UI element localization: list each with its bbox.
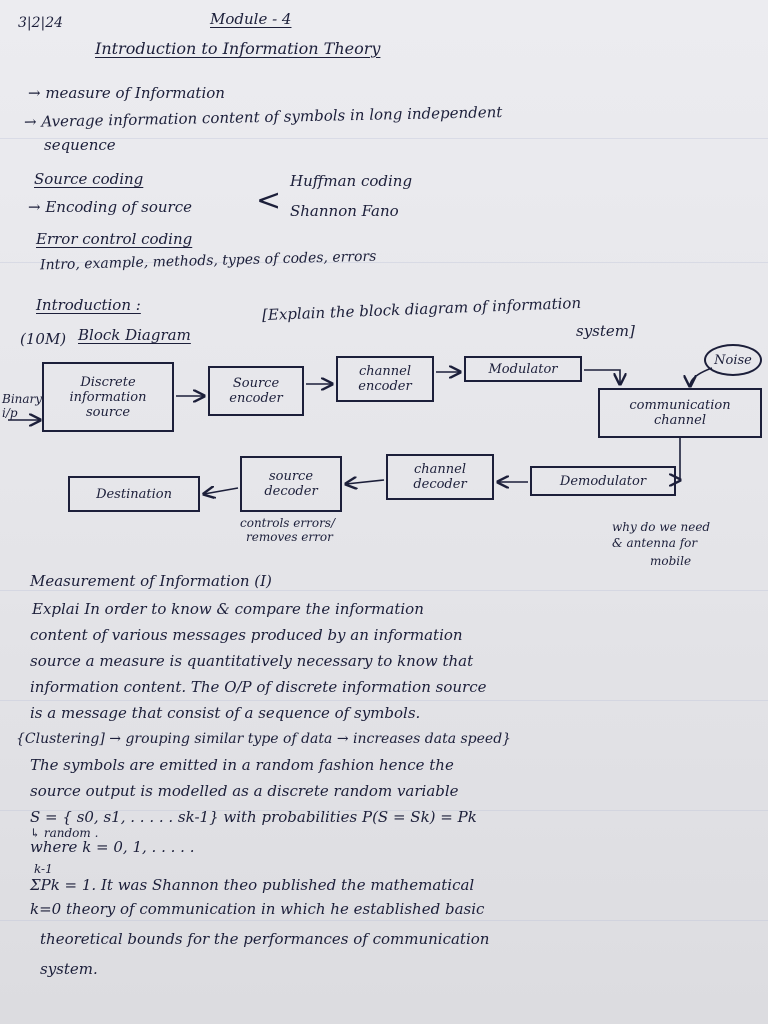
measurement-line-14: k=0 theory of communication in which he established basic bbox=[30, 900, 485, 918]
measurement-line-13: ΣPk = 1. It was Shannon theo published the mathematical bbox=[30, 876, 475, 894]
source-coding-line: → Encoding of source bbox=[28, 198, 192, 216]
measurement-line-15: theoretical bounds for the performances of communication bbox=[40, 930, 490, 948]
measurement-line-12: k-1 bbox=[34, 862, 53, 876]
measurement-line-3: source a measure is quantitatively necessary to know that bbox=[30, 652, 474, 670]
binary-input-label: Binary i/p bbox=[2, 392, 43, 420]
measurement-line-9: S = { s0, s1, . . . . . sk-1} with probabilities P(S = Sk) = Pk bbox=[30, 808, 477, 826]
modulator-block: Modulator bbox=[464, 356, 582, 382]
destination-block: Destination bbox=[68, 476, 200, 512]
huffman-coding: Huffman coding bbox=[290, 172, 413, 190]
bullet-sequence: sequence bbox=[44, 136, 116, 154]
measurement-line-8: source output is modelled as a discrete random variable bbox=[30, 782, 459, 800]
diagram-instruction-cont: system] bbox=[576, 322, 635, 340]
measurement-line-10: ↳ random . bbox=[30, 826, 99, 840]
measurement-line-2: content of various messages produced by an information bbox=[30, 626, 463, 644]
error-control-line: Intro, example, methods, types of codes, errors bbox=[39, 248, 377, 274]
source-coding-brace: < bbox=[256, 183, 282, 218]
channel-encoder-block: channel encoder bbox=[336, 356, 434, 402]
discrete-information-source-block: Discrete information source bbox=[42, 362, 174, 432]
module-heading: Module - 4 bbox=[210, 10, 292, 28]
measurement-line-16: system. bbox=[40, 960, 98, 978]
error-control-heading: Error control coding bbox=[36, 230, 193, 248]
note-controls-errors: controls errors/ bbox=[240, 516, 336, 530]
measurement-line-11: where k = 0, 1, . . . . . bbox=[30, 838, 195, 856]
source-decoder-block: source decoder bbox=[240, 456, 342, 512]
demodulator-block: Demodulator bbox=[530, 466, 676, 496]
page-title: Introduction to Information Theory bbox=[95, 39, 381, 58]
measurement-line-5: is a message that consist of a sequence of symbols. bbox=[30, 704, 421, 722]
measurement-line-6: {Clustering] → grouping similar type of data → increases data speed} bbox=[16, 731, 512, 747]
diagram-instruction: [Explain the block diagram of information bbox=[261, 293, 582, 325]
measurement-line-4: information content. The O/P of discrete information source bbox=[30, 678, 487, 696]
side-question-line-1: why do we need bbox=[612, 520, 711, 534]
note-removes-error: removes error bbox=[246, 530, 333, 544]
communication-channel-block: communication channel bbox=[598, 388, 762, 438]
block-diagram-label: Block Diagram bbox=[78, 326, 191, 344]
noise-ellipse: Noise bbox=[704, 344, 762, 376]
shannon-fano: Shannon Fano bbox=[290, 202, 399, 220]
side-question-line-2: & antenna for bbox=[612, 536, 698, 550]
side-question-line-3: mobile bbox=[650, 554, 692, 568]
marks-label: (10M) bbox=[20, 330, 67, 348]
measurement-line-7: The symbols are emitted in a random fashion hence the bbox=[30, 756, 454, 774]
bullet-measure: → measure of Information bbox=[28, 84, 225, 102]
measurement-line-1: Explai In order to know & compare the information bbox=[32, 600, 424, 618]
source-coding-heading: Source coding bbox=[34, 170, 144, 188]
measurement-heading: Measurement of Information (I) bbox=[30, 572, 272, 590]
introduction-heading: Introduction : bbox=[36, 296, 141, 314]
bullet-average: → Average information content of symbols in long independent bbox=[23, 102, 503, 132]
source-encoder-block: Source encoder bbox=[208, 366, 304, 416]
page-date: 3|2|24 bbox=[18, 15, 64, 31]
channel-decoder-block: channel decoder bbox=[386, 454, 494, 500]
